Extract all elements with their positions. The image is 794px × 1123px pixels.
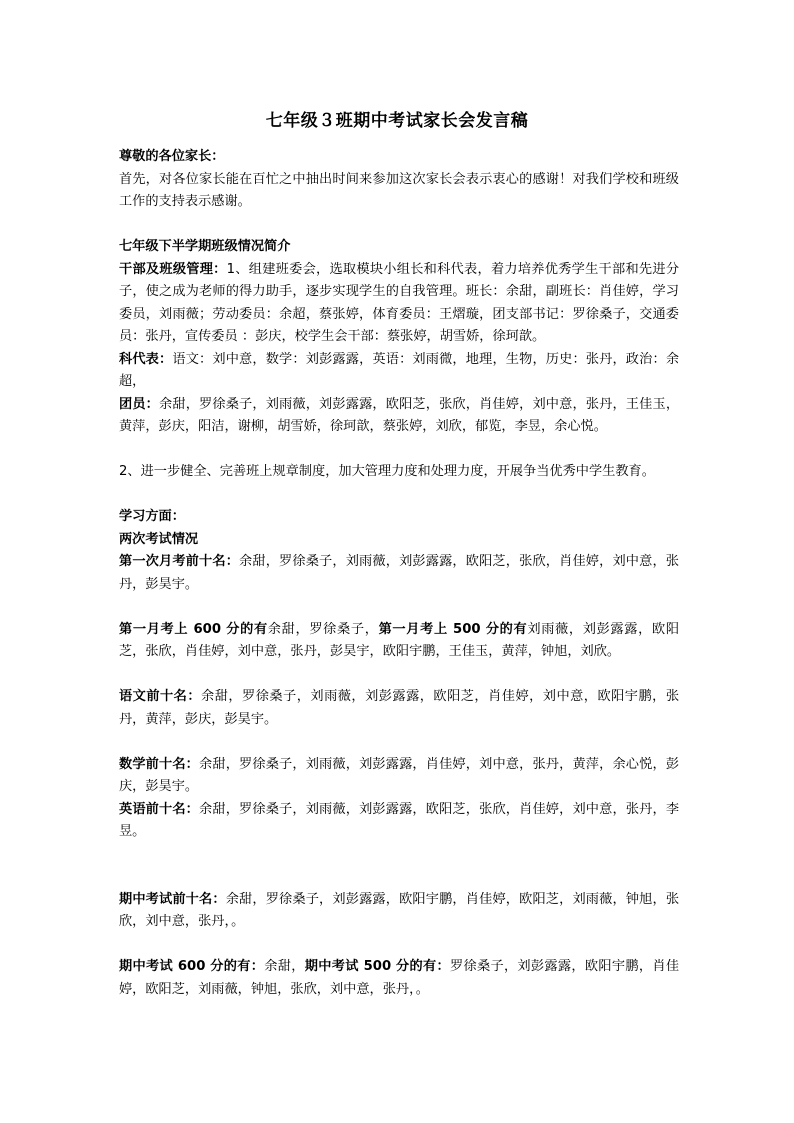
math-paragraph xyxy=(119,754,679,799)
rep-label: 科代表： xyxy=(119,351,173,367)
spacer xyxy=(119,731,679,754)
class-overview-heading: 七年级下半学期班级情况简介 xyxy=(119,239,291,254)
first-top10-label: 第一次月考前十名： xyxy=(119,554,240,569)
rep-paragraph xyxy=(119,349,679,394)
cadre-paragraph xyxy=(119,259,679,349)
mid-top10-label: 期中考试前十名： xyxy=(119,891,226,907)
first-500-label: 第一月考上 500 分的有 xyxy=(378,621,528,637)
math-text: 余甜，罗徐桑子，刘雨薇，刘彭露露，肖佳婷，刘中意，张丹，黄萍，余心悦，彭庆，彭昊宇。 xyxy=(119,756,680,794)
league-paragraph xyxy=(119,394,679,439)
document-title: 七年级３班期中考试家长会发言稿 xyxy=(265,111,529,131)
first-top10-paragraph xyxy=(119,551,679,596)
mid-600-text: 余甜， xyxy=(264,959,305,974)
league-label: 团员： xyxy=(119,396,160,412)
spacer xyxy=(119,844,679,889)
chinese-label: 语文前十名： xyxy=(119,689,202,704)
first-score-paragraph xyxy=(119,619,679,664)
spacer xyxy=(119,439,679,462)
first-500-text: 刘雨薇，刘彭露露，欧阳芝，张欣，肖佳婷，刘中意，张丹，彭昊宇，欧阳宇鹏，王佳玉，黄萍，钟旭，刘欣。 xyxy=(119,621,680,659)
document-body xyxy=(119,146,679,1001)
chinese-text: 余甜，罗徐桑子，刘雨薇，刘彭露露，欧阳芝，肖佳婷，刘中意，欧阳宇鹏，张丹，黄萍，彭庆，彭昊宇。 xyxy=(119,689,680,727)
spacer xyxy=(119,214,679,237)
math-label: 数学前十名： xyxy=(119,756,200,772)
english-label: 英语前十名： xyxy=(119,801,200,817)
spacer xyxy=(119,484,679,507)
spacer xyxy=(119,664,679,687)
cadre-label: 干部及班级管理： xyxy=(119,261,227,277)
mid-600-label: 期中考试 600 分的有： xyxy=(119,959,265,974)
mid-500-text: 罗徐桑子，刘彭露露，欧阳宇鹏，肖佳婷，欧阳芝，刘雨薇，钟旭，张欣，刘中意，张丹，。 xyxy=(119,959,680,997)
first-600-text: 余甜，罗徐桑子， xyxy=(267,621,379,637)
english-text: 余甜，罗徐桑子，刘雨薇，刘彭露露，欧阳芝，张欣，肖佳婷，刘中意，张丹，李昱。 xyxy=(119,801,680,839)
cadre-text: 1、组建班委会，选取模块小组长和科代表，着力培养优秀学生干部和先进分子，使之成为老师的得力助手，逐步实现学生的自我管理。班长：余甜，副班长：肖佳婷，学习委员，刘雨薇；劳动委员：余超，蔡张婷，体育委员：王熠璇，团支部书记：罗徐桑子，交通委员：张丹，宣传委员 ：彭庆，校学生会干部：蔡张婷，胡雪娇，徐珂歆。 xyxy=(119,261,680,344)
english-paragraph xyxy=(119,799,679,844)
greeting: 尊敬的各位家长： xyxy=(119,149,225,164)
spacer xyxy=(119,934,679,957)
study-subheading: 两次考试情况 xyxy=(119,531,199,547)
rep-text: 语文：刘中意，数学：刘彭露露，英语：刘雨微，地理，生物，历史：张丹，政治：余超， xyxy=(119,351,680,389)
spacer xyxy=(119,596,679,619)
league-text: 余甜，罗徐桑子，刘雨薇，刘彭露露，欧阳芝，张欣，肖佳婷，刘中意，张丹，王佳玉，黄萍，彭庆，阳洁，谢柳，胡雪娇，徐珂歆，蔡张婷，刘欣，郁览，李昱，余心悦。 xyxy=(119,396,680,434)
mid-top10-text: 余甜，罗徐桑子，刘彭露露，欧阳宇鹏，肖佳婷，欧阳芝，刘雨薇，钟旭，张欣，刘中意，张丹，。 xyxy=(119,891,680,929)
item2-paragraph: 2、进一步健全、完善班上规章制度，加大管理力度和处理力度，开展争当优秀中学生教育。 xyxy=(119,464,655,479)
mid-500-label: 期中考试 500 分的有： xyxy=(304,959,450,974)
chinese-paragraph xyxy=(119,686,679,731)
first-600-label: 第一月考上 600 分的有 xyxy=(119,621,268,637)
intro-paragraph: 首先，对各位家长能在百忙之中抽出时间来参加这次家长会表示衷心的感谢！对我们学校和班级工作的支持表示感谢。 xyxy=(119,171,679,209)
mid-top10-paragraph xyxy=(119,889,679,934)
mid-score-paragraph xyxy=(119,956,679,1001)
first-top10-text: 余甜，罗徐桑子，刘雨薇，刘彭露露，欧阳芝，张欣，肖佳婷，刘中意，张丹，彭昊宇。 xyxy=(119,554,679,592)
study-heading: 学习方面： xyxy=(119,509,185,524)
